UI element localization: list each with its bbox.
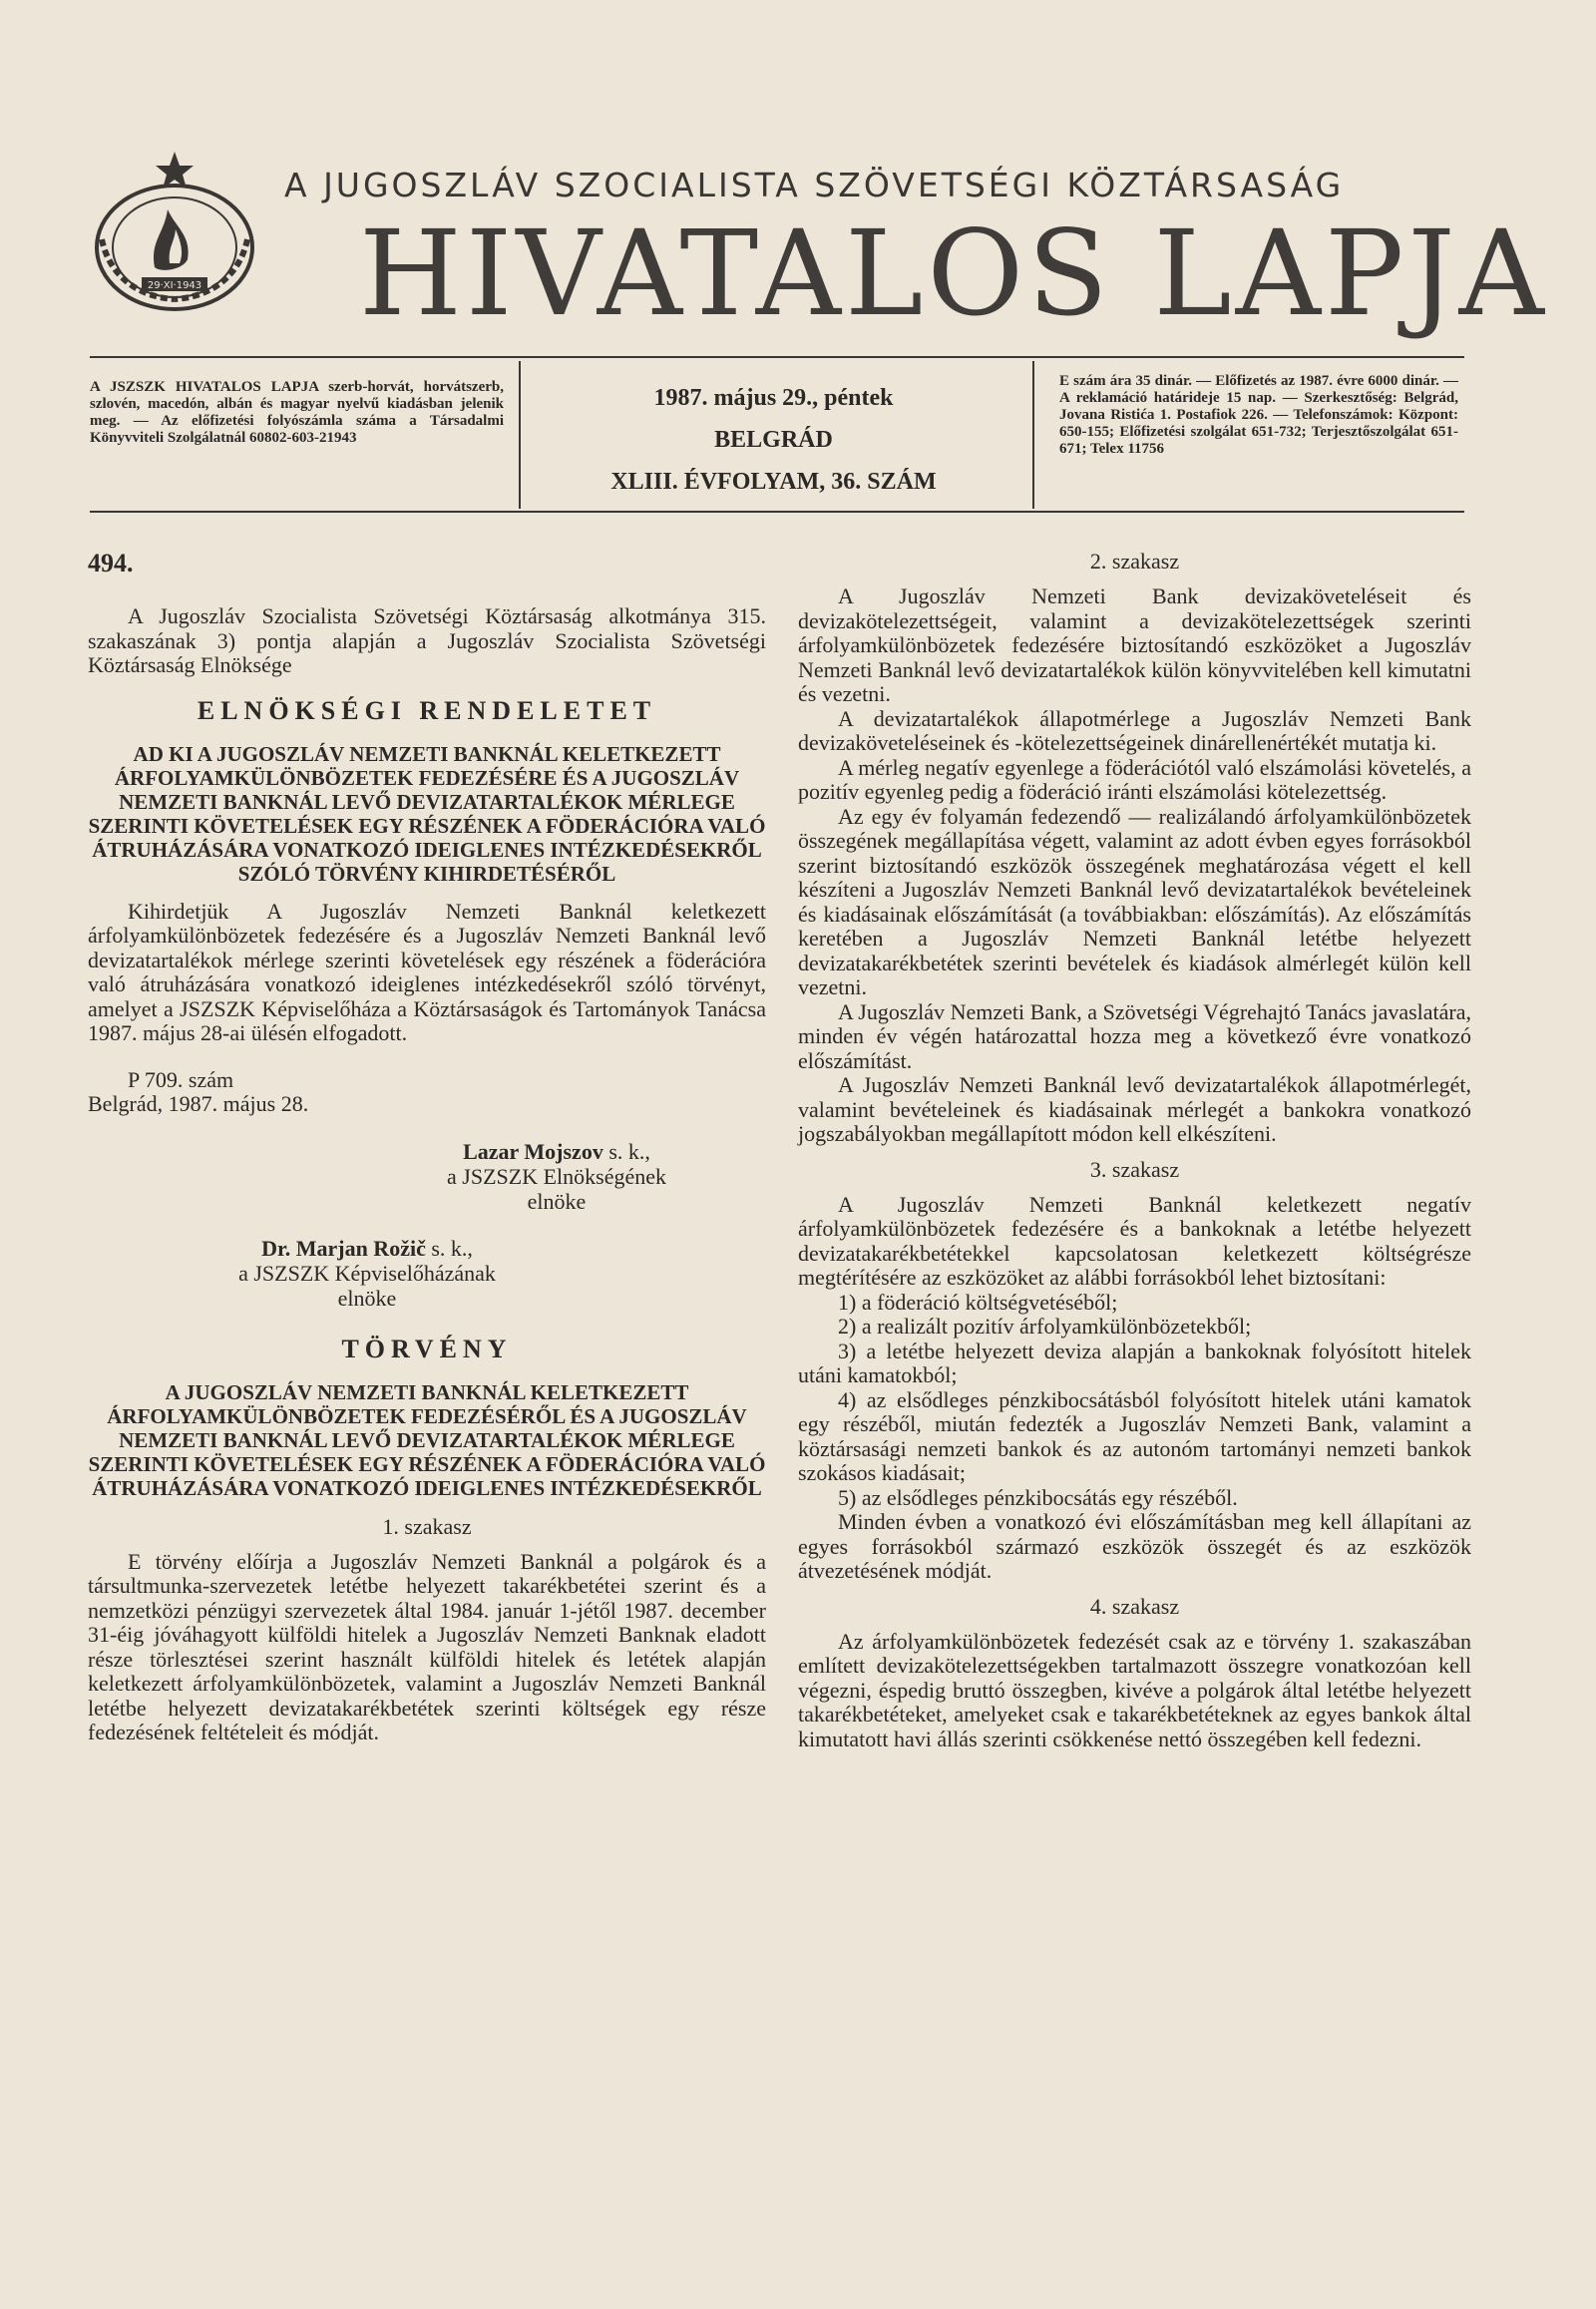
reference-number: P 709. szám (128, 1066, 234, 1092)
state-emblem-icon (80, 148, 269, 323)
signatory-2-name: Dr. Marjan Rožič (261, 1235, 426, 1261)
signature-block-1: Lazar Mojszov s. k., a JSZSZK Elnökségének elnöke (427, 1139, 686, 1214)
header-bottom-rule (90, 511, 1464, 513)
section-3-closing: Minden évben a vonatkozó évi előszámításban meg kell állapítani az egyes forrásokból származó eszközök összegét és az eszközök átvezetésének módját. (798, 1509, 1471, 1583)
section-3-title: 3. szakasz (1089, 1156, 1180, 1182)
decree-heading: ELNÖKSÉGI RENDELETET (197, 695, 657, 725)
section-1-text: E törvény előírja a Jugoszláv Nemzeti Banknál a polgárok és a társultmunka-szervezetek letétbe helyezett takarékbetétei szerint és a nemzetközi pénzügyi szervezetek által 1984. január 1-jétől 1987. december 31-éig jóváhagyott külföldi hitelek a Jugoszláv Nemzeti Banknak eladott része törlesztései szerint használt külföldi hitelek és letétek alapján keletkezett árfolyamkülönbözetek, valamint a Jugoszláv Nemzeti Banknál letétbe helyezett devizatakarékbetétek szerinti költségek egy része fedezésének feltételeit és módját. (88, 1548, 766, 1744)
section-1-title: 1. szakasz (382, 1513, 472, 1539)
law-heading: TÖRVÉNY (341, 1334, 513, 1363)
reference-date: Belgrád, 1987. május 28. (88, 1091, 309, 1116)
section-3-intro: A Jugoszláv Nemzeti Banknál keletkezett negatív árfolyamkülönbözetek fedezésére és a bankoknak a letétbe helyezett devizatakarékbetétekkel kapcsolatosan keletkezett költségrésze megtérítésére az eszközöket az alábbi forrásokból lehet biztosítani: (798, 1191, 1471, 1290)
section-3-item-4: 4) az elsődleges pénzkibocsátásból folyósított hitelek utáni kamatok egy részéből, miután fedezték a Jugoszláv Nemzeti Bank, valamint a köztársasági nemzeti bankok és az autonóm tartományi nemzeti bankok szokásos kiadásait; (798, 1386, 1471, 1485)
section-3-item-2: 2) a realizált pozitív árfolyamkülönbözetekből; (838, 1314, 1252, 1339)
header-divider-right (1032, 361, 1034, 509)
promulgation-paragraph: Kihirdetjük A Jugoszláv Nemzeti Banknál keletkezett árfolyamkülönbözetek fedezésére és a Jugoszláv Nemzeti Banknál levő devizatartalékok mérlege szerinti követelések egy részének a föderációra való átruházására vonatkozó ideiglenes intézkedésekről szóló törvényt, amelyet a JSZSZK Képviselőháza a Köztársaságok és Tartományok Tanácsa 1987. május 28-ai ülésén elfogadott. (88, 898, 766, 1045)
masthead-top-line: A JUGOSZLÁV SZOCIALISTA SZÖVETSÉGI KÖZTÁRSASÁG (284, 166, 1345, 204)
law-title: A JUGOSZLÁV NEMZETI BANKNÁL KELETKEZETT ÁRFOLYAMKÜLÖNBÖZETEK FEDEZÉSÉRŐL ÉS A JUGOSZLÁV NEMZETI BANKNÁL LEVŐ DEVIZATARTALÉKOK MÉRLEGE SZERINTI KÖVETELÉSEK EGY RÉSZÉNEK A FÖDERÁCIÓRA VALÓ ÁTRUHÁZÁSÁRA VONATKOZÓ IDEIGLENES INTÉZKEDÉSEKRŐL (88, 1379, 766, 1500)
masthead-title: HIVATALOS LAPJA (359, 204, 1548, 342)
signature-block-2: Dr. Marjan Rožič s. k., a JSZSZK Képviselőházának elnöke (198, 1236, 537, 1311)
section-2-paragraph-3: A mérleg negatív egyenlege a föderációtól való elszámolási követelés, a pozitív egyenleg pedig a föderáció iránti elszámolási kötelezettség. (798, 754, 1471, 804)
section-2-title: 2. szakasz (1089, 549, 1180, 574)
section-3-item-3: 3) a letétbe helyezett deviza alapján a bankoknak folyósított hitelek utáni kamatokból; (798, 1338, 1471, 1387)
left-column (88, 549, 766, 1745)
section-2-paragraph-6: A Jugoszláv Nemzeti Banknál levő devizatartalékok állapotmérlegét, valamint bevételeinek és kiadásainak mérlegét a bankokra vonatkozó jogszabályokban megállapított módon kell elkészíteni. (798, 1072, 1471, 1146)
section-2-paragraph-2: A devizatartalékok állapotmérlege a Jugoszláv Nemzeti Bank devizaköveteléseinek és -kötelezettségeinek dinárellenértékét mutatja ki. (798, 705, 1471, 755)
section-3-item-1: 1) a föderáció költségvetéséből; (838, 1289, 1118, 1315)
section-4-text: Az árfolyamkülönbözetek fedezését csak az e törvény 1. szakaszában említett devizakötelezettségekben tartalmazott összegre vonatkozóan kell végezni, éspedig bruttó összegben, kivéve a polgárok által letétbe helyezett takarékbetéteket, amelyeket csak e takarékbetéteknek az egyes bankok által kimutatott havi állás szerinti csökkenése nettó összegében kell fedezni. (798, 1628, 1471, 1751)
section-3-item-5: 5) az elsődleges pénzkibocsátás egy részéből. (838, 1484, 1238, 1510)
header-top-rule (90, 356, 1464, 358)
issue-volume: XLIII. ÉVFOLYAM, 36. SZÁM (610, 469, 937, 495)
right-column (798, 549, 1471, 1751)
decree-title: AD KI A JUGOSZLÁV NEMZETI BANKNÁL KELETKEZETT ÁRFOLYAMKÜLÖNBÖZETEK FEDEZÉSÉRE ÉS A JUGOSZLÁV NEMZETI BANKNÁL LEVŐ DEVIZATARTALÉKOK MÉRLEGE SZERINTI KÖVETELÉSEK EGY RÉSZÉNEK A FÖDERÁCIÓRA VALÓ ÁTRUHÁZÁSÁRA VONATKOZÓ IDEIGLENES INTÉZKEDÉSEKRŐL SZÓLÓ TÖRVÉNY KIHIRDETÉSÉRŐL (88, 741, 766, 886)
header-publication-info: A JSZSZK HIVATALOS LAPJA szerb-horvát, horvátszerb, szlovén, macedón, albán és magyar nyelvű kiadásban jelenik meg. — Az előfizetési folyószámla száma a Társadalmi Könyvviteli Szolgálatnál 60802-603-21943 (90, 379, 504, 446)
header-pricing-info: E szám ára 35 dinár. — Előfizetés az 1987. évre 6000 dinár. — A reklamáció határideje 15 nap. — Szerkesztőség: Belgrád, Jovana Ristića 1. Postafiok 226. — Telefonszámok: Központ: 650-155; Előfizetési szolgálat 651-732; Terjesztőszolgálat 651-671; Telex 11756 (1059, 373, 1458, 457)
issue-date: 1987. május 29., péntek (653, 385, 894, 411)
emblem-date: 29·XI·1943 (147, 280, 202, 291)
section-2-paragraph-4: Az egy év folyamán fedezendő — realizálandó árfolyamkülönbözetek összegének megállapítása végett, valamint az adott évben egyes forrásokból szerint biztosítandó eszközök összegének meghatározása végett el kell készíteni a Jugoszláv Nemzeti Banknál levő devizatartalékok bevételeinek és kiadásainak előszámítását (a továbbiakban: előszámítás). Az előszámítás keretében a Jugoszláv Nemzeti Banknál letétbe helyezett devizatakarékbetétek szerinti bevételek és kiadások almérlegét külön kell vezetni. (798, 803, 1471, 999)
header-issue-info (527, 377, 1020, 503)
section-2-paragraph-5: A Jugoszláv Nemzeti Bank, a Szövetségi Végrehajtó Tanács javaslatára, minden év végén határozattal hozza meg a következő évre vonatkozó előszámítást. (798, 998, 1471, 1073)
signatory-2-role: a JSZSZK Képviselőházának (238, 1260, 496, 1286)
section-4-title: 4. szakasz (1089, 1593, 1180, 1619)
signatory-1-role: a JSZSZK Elnökségének (447, 1163, 666, 1189)
issue-city: BELGRÁD (714, 427, 833, 453)
document-number: 494. (88, 549, 134, 577)
signatory-1-name: Lazar Mojszov (463, 1138, 603, 1164)
section-2-paragraph-1: A Jugoszláv Nemzeti Bank devizaköveteléseit és devizakötelezettségeit, valamint a devizakötelezettségek szerinti árfolyamkülönbözetek fedezésére biztosítandó eszközöket a Jugoszláv Nemzeti Banknál levő devizatartalékok külön könyvvitelében kell kimutatni és vezetni. (798, 583, 1471, 706)
header-divider-left (519, 361, 521, 509)
intro-paragraph: A Jugoszláv Szocialista Szövetségi Köztársaság alkotmánya 315. szakaszának 3) pontja alapján a Jugoszláv Szocialista Szövetségi Köztársaság Elnöksége (88, 603, 766, 677)
